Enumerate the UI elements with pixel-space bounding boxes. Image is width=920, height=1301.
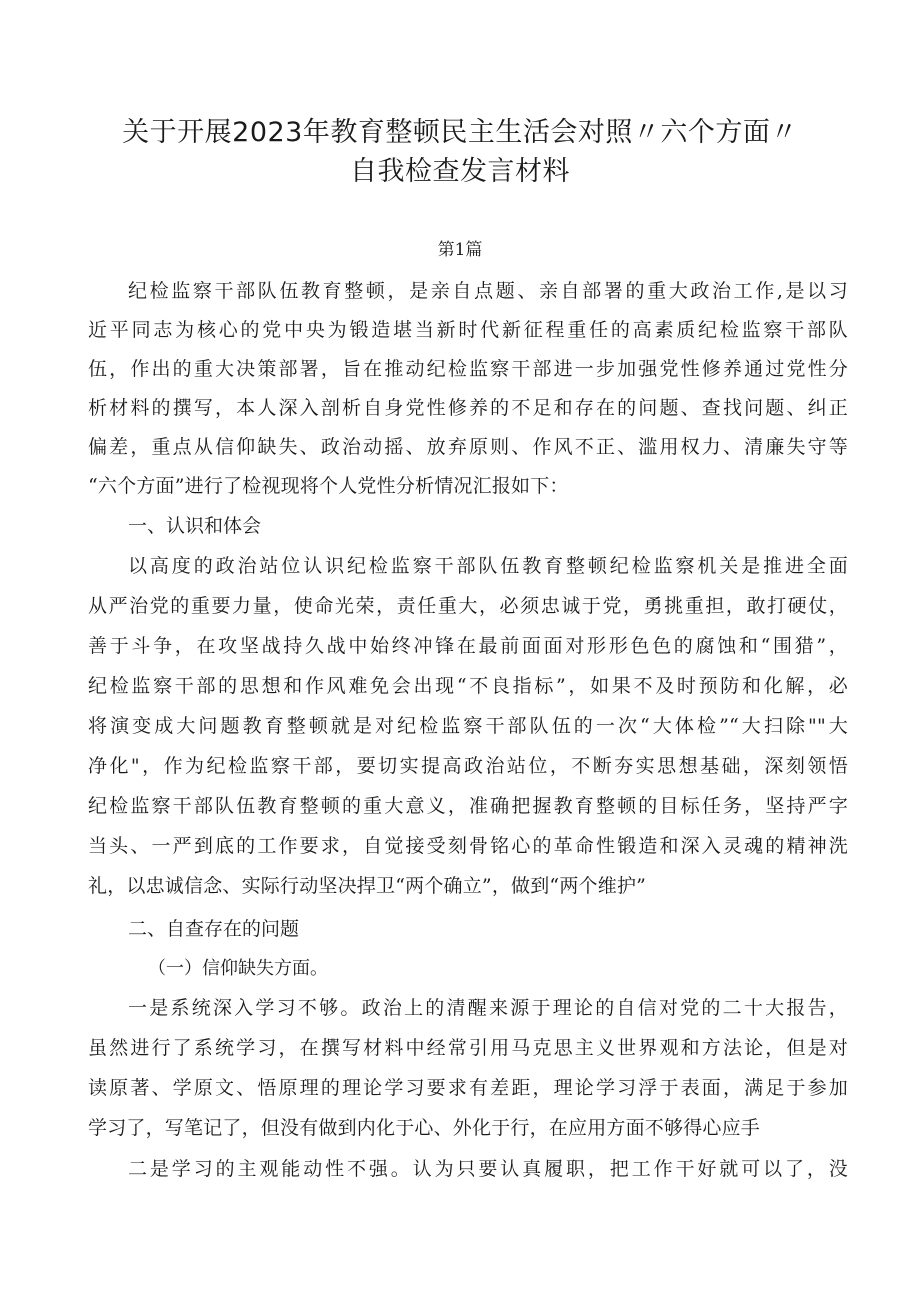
section-heading-1: 一、认识和体会 [128,515,262,537]
paragraph-line: 学习了，写笔记了，但没有做到内化于心、外化于行，在应用方面不够得心应手 [88,1117,761,1139]
paragraph-line: 虽然进行了系统学习，在撰写材料中经常引用马克思主义世界观和方法论，但是对 [88,1037,848,1059]
paragraph-line: 纪检监察干部的思想和作风难免会出现“不良指标”，如果不及时预防和化解，必 [88,675,848,697]
subheading-1: （一）信仰缺失方面。 [148,958,328,979]
intro-line: 纪检监察干部队伍教育整顿，是亲自点题、亲自部署的重大政治工作,是以习 [128,280,848,302]
paragraph-line: 一是系统深入学习不够。政治上的清醒来源于理论的自信对党的二十大报告， [128,997,848,1019]
document-title-line-1: 关于开展2023年教育整顿民主生活会对照〃六个方面〃 [122,117,798,148]
paragraph-line: 将演变成大问题教育整顿就是对纪检监察干部队伍的一次“大体检”“大扫除""大 [88,715,848,737]
intro-line: “六个方面”进行了检视现将个人党性分析情况汇报如下： [88,475,569,497]
intro-line: 近平同志为核心的党中央为锻造堪当新时代新征程重任的高素质纪检监察干部队 [88,319,848,341]
intro-line: 偏差，重点从信仰缺失、政治动摇、放弃原则、作风不正、滥用权力、清廉失守等 [88,436,848,458]
section-label: 第1篇 [437,240,483,260]
paragraph-line: 从严治党的重要力量，使命光荣，责任重大，必须忠诚于党，勇挑重担，敢打硬仗， [88,595,848,617]
section-heading-2: 二、自查存在的问题 [128,918,300,940]
paragraph-line: 以高度的政治站位认识纪检监察干部队伍教育整顿纪检监察机关是推进全面 [128,555,848,577]
paragraph-line: 净化"，作为纪检监察干部，要切实提高政治站位，不断夯实思想基础，深刻领悟 [88,755,848,777]
paragraph-line: 善于斗争，在攻坚战持久战中始终冲锋在最前面面对形形色色的腐蚀和“围猎”， [88,635,848,657]
paragraph-line: 纪检监察干部队伍教育整顿的重大意义，准确把握教育整顿的目标任务，坚持严字 [88,795,848,817]
paragraph-line: 读原著、学原文、悟原理的理论学习要求有差距，理论学习浮于表面，满足于参加 [88,1077,848,1099]
paragraph-line: 当头、一严到底的工作要求，自觉接受刻骨铭心的革命性锻造和深入灵魂的精神洗 [88,835,848,857]
paragraph-line: 二是学习的主观能动性不强。认为只要认真履职，把工作干好就可以了，没 [128,1158,848,1180]
intro-line: 析材料的撰写，本人深入剖析自身党性修养的不足和存在的问题、查找问题、纠正 [88,397,848,419]
paragraph-line: 礼，以忠诚信念、实际行动坚决捍卫“两个确立”，做到“两个维护” [88,875,647,897]
intro-line: 伍，作出的重大决策部署，旨在推动纪检监察干部进一步加强党性修养通过党性分 [88,358,848,380]
document-title-line-2: 自我检查发言材料 [350,156,570,187]
